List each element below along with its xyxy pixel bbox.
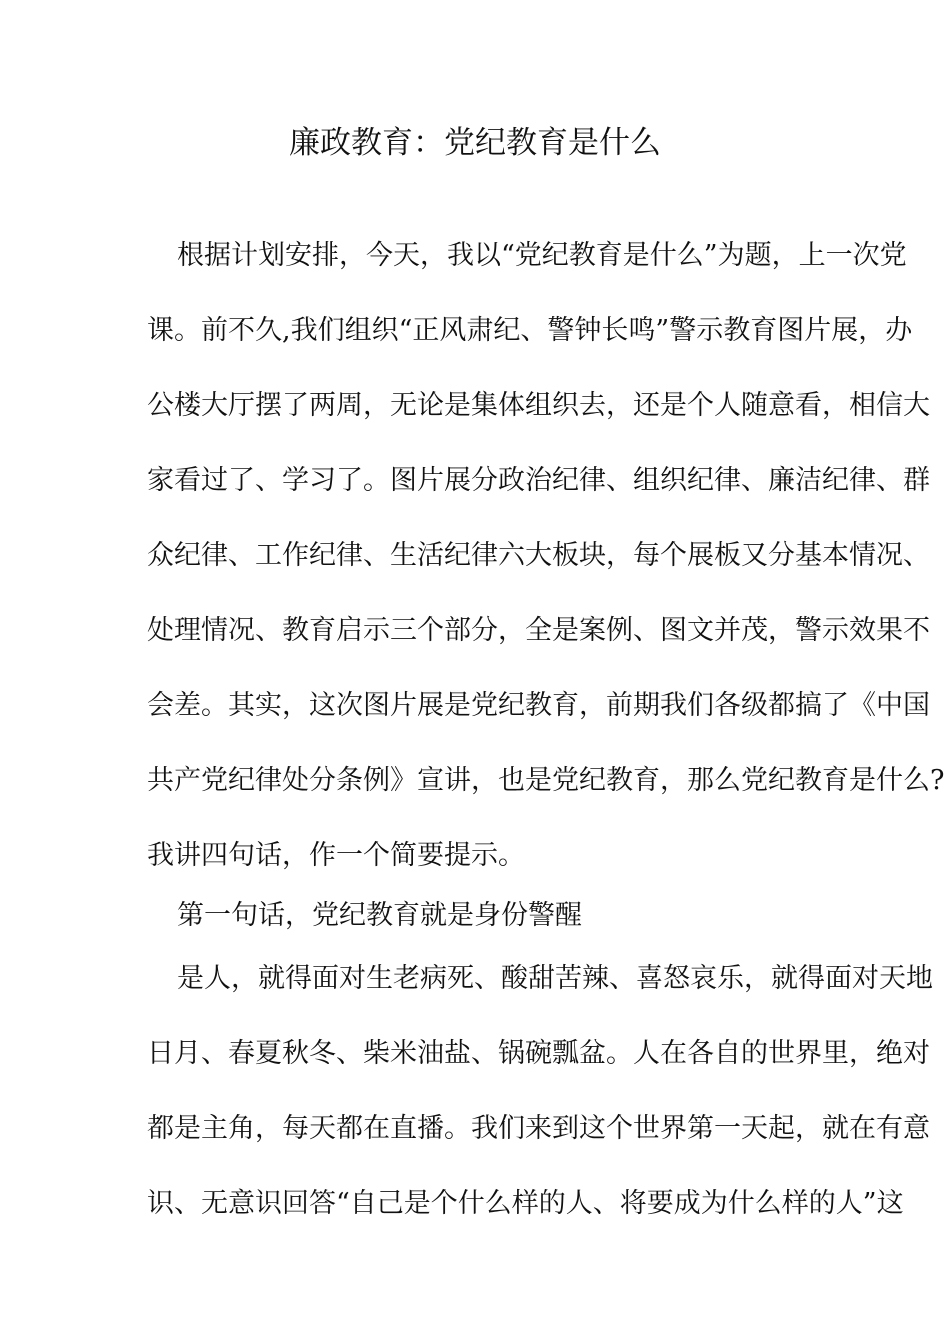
text-line: 日月、春夏秋冬、柴米油盐、锅碗瓢盆。人在各自的世界里，绝对	[147, 1038, 930, 1069]
text-line: 会差。其实，这次图片展是党纪教育，前期我们各级都搞了《中国	[147, 690, 930, 721]
text-line: 我讲四句话，作一个简要提示。	[147, 840, 525, 871]
text-line: 家看过了、学习了。图片展分政治纪律、组织纪律、廉洁纪律、群	[147, 465, 930, 496]
text-line: 是人，就得面对生老病死、酸甜苦辣、喜怒哀乐，就得面对天地	[177, 963, 933, 994]
text-line: 识、无意识回答“自己是个什么样的人、将要成为什么样的人”这	[147, 1188, 904, 1219]
text-line: 众纪律、工作纪律、生活纪律六大板块，每个展板又分基本情况、	[147, 540, 930, 571]
section-heading: 第一句话，党纪教育就是身份警醒	[177, 900, 582, 931]
text-line: 根据计划安排，今天，我以“党纪教育是什么”为题，上一次党	[177, 240, 907, 271]
text-line: 都是主角，每天都在直播。我们来到这个世界第一天起，就在有意	[147, 1113, 930, 1144]
text-line: 公楼大厅摆了两周，无论是集体组织去，还是个人随意看，相信大	[147, 390, 930, 421]
document-title: 廉政教育：党纪教育是什么	[289, 125, 661, 161]
text-line: 共产党纪律处分条例》宣讲，也是党纪教育，那么党纪教育是什么?	[147, 765, 945, 796]
text-line: 处理情况、教育启示三个部分，全是案例、图文并茂，警示效果不	[147, 615, 930, 646]
text-line: 课。前不久,我们组织“正风肃纪、警钟长鸣”警示教育图片展，办	[147, 315, 913, 346]
